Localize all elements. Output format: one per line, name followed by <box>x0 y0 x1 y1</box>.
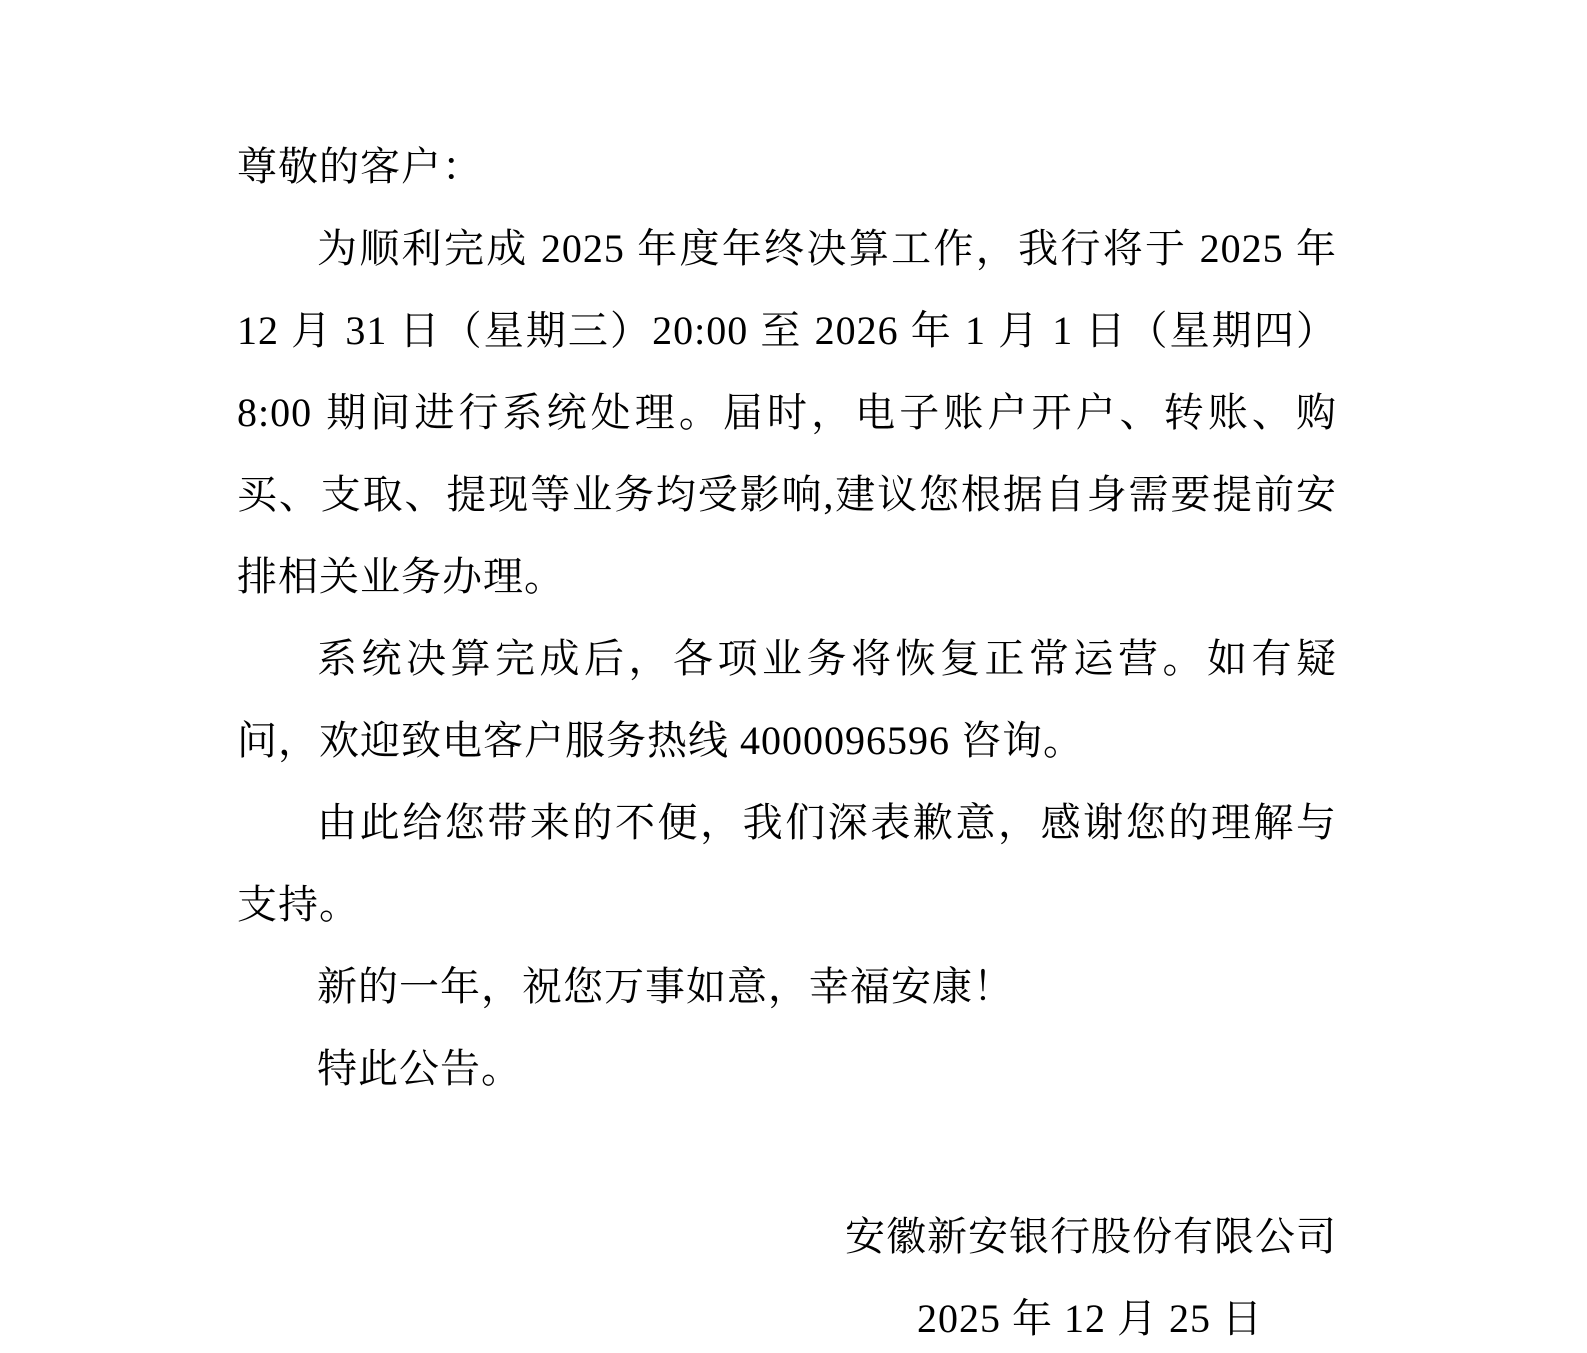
paragraph: 新的一年，祝您万事如意，幸福安康！ <box>317 964 1014 1009</box>
paragraph: 由此给您带来的不便，我们深表歉意，感谢您的理解与支持。 <box>237 800 1337 927</box>
paragraph: 为顺利完成 2025 年度年终决算工作，我行将于 2025 年 12 月 31 日（星期三）20:00 至 2026 年 1 月 1 日（星期四）8:00 期间进行系统处理。届时，电子账户开户、转账、购买、支取、提现等业务均受影响,建议您根据自身需要提前安排相关业务办理。 <box>237 226 1337 599</box>
paragraph: 特此公告。 <box>317 1046 522 1091</box>
signature-company: 安徽新安银行股份有限公司 <box>845 1214 1337 1259</box>
salutation: 尊敬的客户： <box>237 144 483 189</box>
paragraph: 系统决算完成后，各项业务将恢复正常运营。如有疑问，欢迎致电客户服务热线 4000096596 咨询。 <box>237 636 1337 763</box>
announcement-body <box>237 208 1337 1110</box>
signature-date: 2025 年 12 月 25 日 <box>917 1296 1263 1341</box>
